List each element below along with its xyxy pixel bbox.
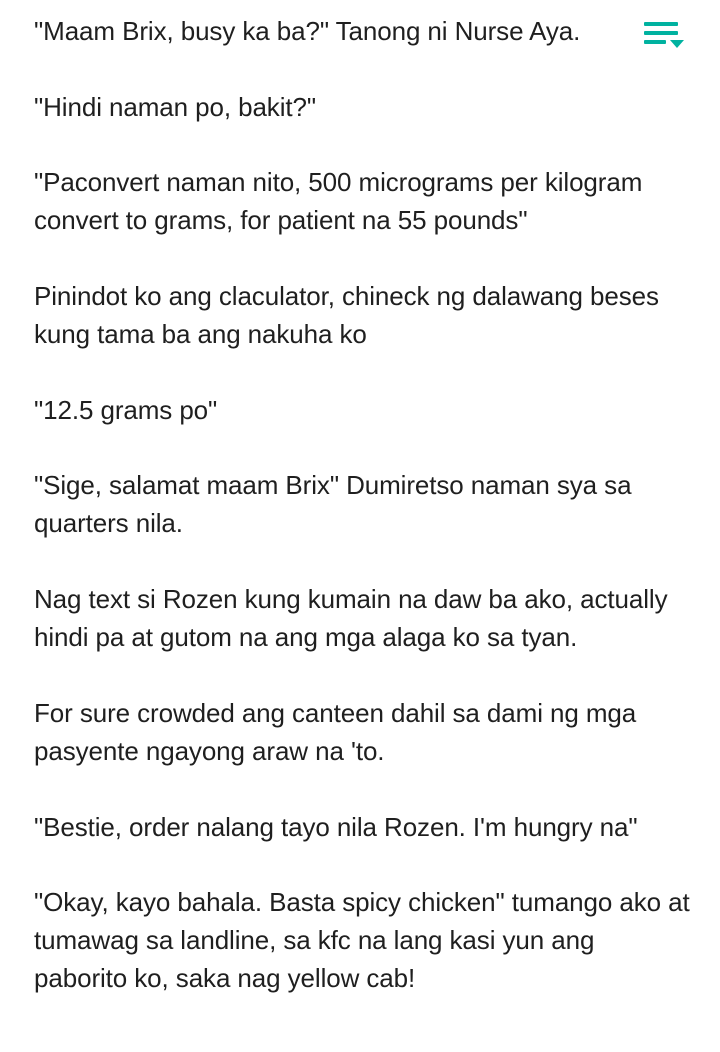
story-paragraph: "Maam Brix, busy ka ba?" Tanong ni Nurse Aya. [34,16,581,46]
story-paragraph: Pinindot ko ang claculator, chineck ng dalawang beses kung tama ba ang nakuha ko [34,281,659,350]
story-paragraph: "Bestie, order nalang tayo nila Rozen. I'm hungry na" [34,811,638,842]
story-paragraph: "12.5 grams po" [34,394,218,425]
story-paragraph: Nag text si Rozen kung kumain na daw ba ako, actually hindi pa at gutom na ang mga alaga ko sa tyan. [34,584,668,653]
story-paragraph: "Okay, kayo bahala. Basta spicy chicken" tumango ako at tumawag sa landline, sa kfc na lang kasi yun ang paborito ko, saka nag yellow cab! [34,887,690,994]
story-paragraph: For sure crowded ang canteen dahil sa dami ng mga pasyente ngayong araw na 'to. [34,697,637,766]
story-text [34,12,694,1035]
story-paragraph: "Hindi naman po, bakit?" [34,91,317,122]
story-paragraph: "Paconvert naman nito, 500 micrograms per kilogram convert to grams, for patient na 55 pounds" [34,167,643,236]
story-paragraph: "Sige, salamat maam Brix" Dumiretso naman sya sa quarters nila. [34,470,632,539]
